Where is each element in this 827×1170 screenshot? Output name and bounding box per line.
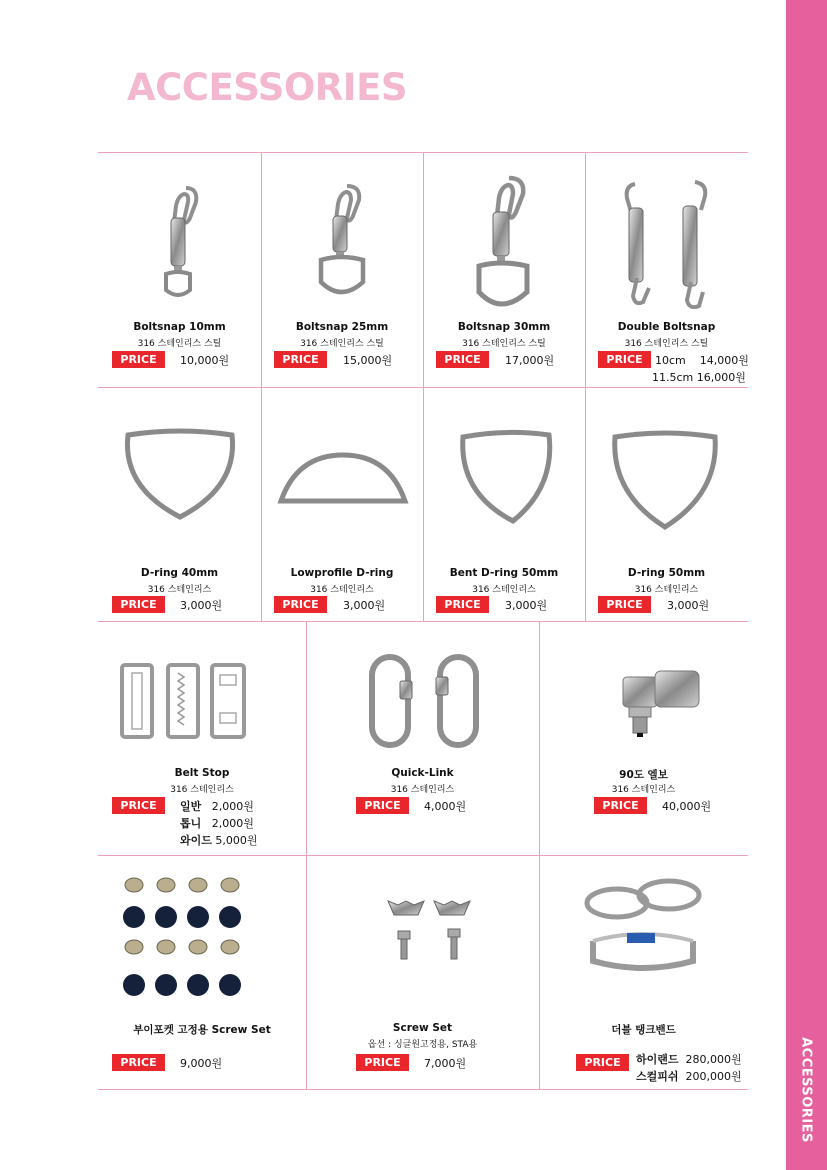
price-tag: PRICE [598, 596, 651, 613]
option-label: 10cm [655, 354, 686, 367]
product-price: 9,000원 [180, 1057, 223, 1070]
product-name: 90도 엘보 [619, 769, 668, 781]
product-price: 15,000원 [343, 354, 393, 367]
option-line [636, 1068, 742, 1084]
option-price: 280,000원 [685, 1053, 742, 1066]
product-price: 17,000원 [505, 354, 555, 367]
product-price: 4,000원 [424, 800, 467, 813]
product-name: 더블 탱크밴드 [611, 1024, 676, 1036]
product-name: Boltsnap 30mm [457, 321, 551, 333]
product-price: 10,000원 [180, 354, 230, 367]
product-name: Belt Stop [174, 767, 230, 779]
product-card[interactable] [585, 387, 748, 621]
option-line [655, 352, 749, 368]
product-material: 316 스테인리스 스틸 [300, 339, 384, 349]
product-option-note: 옵션 : 싱글원고정용, STA용 [367, 1040, 478, 1050]
option-line [636, 1051, 742, 1067]
product-card[interactable] [98, 855, 306, 1089]
product-price: 40,000원 [662, 800, 712, 813]
product-material: 316 스테인리스 [390, 785, 455, 795]
option-line [180, 832, 258, 848]
product-card[interactable] [261, 387, 423, 621]
product-name: Double Boltsnap [617, 321, 716, 333]
option-line [180, 798, 254, 814]
price-tag: PRICE [274, 596, 327, 613]
product-price: 3,000원 [343, 599, 386, 612]
tank-band-image [583, 875, 707, 979]
d-ring-image [609, 429, 721, 533]
wing-screw-image [384, 895, 480, 965]
lowprofile-d-ring-image [277, 451, 409, 511]
product-card[interactable] [98, 387, 261, 621]
price-tag: PRICE [594, 797, 647, 814]
price-tag: PRICE [598, 351, 651, 368]
product-material: 316 스테인리스 스틸 [462, 339, 546, 349]
product-card[interactable] [98, 621, 306, 855]
price-tag: PRICE [356, 1054, 409, 1071]
grid-line [98, 1089, 748, 1090]
price-tag: PRICE [436, 351, 489, 368]
boltsnap-image [156, 182, 202, 310]
product-card[interactable] [306, 621, 539, 855]
product-name: Bent D-ring 50mm [449, 567, 559, 579]
product-name: D-ring 40mm [140, 567, 219, 579]
option-price: 5,000원 [215, 834, 258, 847]
option-price: 2,000원 [211, 800, 254, 813]
elbow-fitting-image [609, 663, 705, 737]
option-price: 200,000원 [685, 1070, 742, 1083]
product-name: Screw Set [392, 1022, 453, 1034]
product-name: Lowprofile D-ring [290, 567, 394, 579]
price-tag: PRICE [356, 797, 409, 814]
product-material: 316 스테인리스 스틸 [137, 339, 222, 349]
option-label: 하이랜드 [636, 1053, 679, 1066]
product-card[interactable] [539, 855, 748, 1089]
product-card[interactable] [539, 621, 748, 855]
product-card[interactable] [261, 152, 423, 387]
product-card[interactable] [585, 152, 748, 387]
product-price: 7,000원 [424, 1057, 467, 1070]
product-price: 3,000원 [667, 599, 710, 612]
side-section-label: ACCESSORIES [798, 1037, 814, 1143]
boltsnap-image [313, 182, 371, 302]
product-name: D-ring 50mm [627, 567, 706, 579]
option-price: 2,000원 [211, 817, 254, 830]
price-tag: PRICE [274, 351, 327, 368]
product-price: 3,000원 [180, 599, 223, 612]
product-name: Boltsnap 25mm [295, 321, 389, 333]
product-card[interactable] [423, 387, 585, 621]
option-price: 16,000원 [696, 371, 746, 384]
side-accent-strip [786, 0, 827, 1170]
product-price: 3,000원 [505, 599, 548, 612]
double-boltsnap-image [621, 178, 715, 312]
d-ring-image [120, 427, 240, 523]
option-line [652, 369, 746, 385]
product-material: 316 스테인리스 [611, 785, 676, 795]
option-label: 스컬피쉬 [636, 1070, 679, 1083]
product-name: Boltsnap 10mm [133, 321, 226, 333]
option-price: 14,000원 [699, 354, 749, 367]
price-tag: PRICE [112, 1054, 165, 1071]
price-tag: PRICE [576, 1054, 629, 1071]
product-card[interactable] [423, 152, 585, 387]
product-material: 316 스테인리스 스틸 [624, 339, 709, 349]
option-label: 11.5cm [652, 371, 694, 384]
product-material: 316 스테인리스 [170, 785, 234, 795]
product-card[interactable] [98, 152, 261, 387]
boltsnap-image [473, 174, 533, 314]
product-material: 316 스테인리스 [634, 585, 699, 595]
price-tag: PRICE [112, 351, 165, 368]
option-label: 와이드 [180, 834, 212, 847]
product-card[interactable] [306, 855, 539, 1089]
product-name: 부이포켓 고정용 Screw Set [133, 1024, 271, 1036]
page-title: ACCESSORIES [127, 66, 407, 109]
option-label: 톱니 [180, 817, 202, 830]
product-material: 316 스테인리스 [147, 585, 212, 595]
belt-stop-image [118, 661, 248, 741]
bent-d-ring-image [453, 427, 557, 527]
price-tag: PRICE [436, 596, 489, 613]
option-label: 일반 [180, 800, 202, 813]
screw-set-image [120, 875, 250, 1005]
price-tag: PRICE [112, 596, 165, 613]
quick-link-image [368, 653, 480, 749]
product-name: Quick-Link [391, 767, 454, 779]
option-line [180, 815, 254, 831]
price-tag: PRICE [112, 797, 165, 814]
product-material: 316 스테인리스 [310, 585, 374, 595]
product-material: 316 스테인리스 [472, 585, 536, 595]
